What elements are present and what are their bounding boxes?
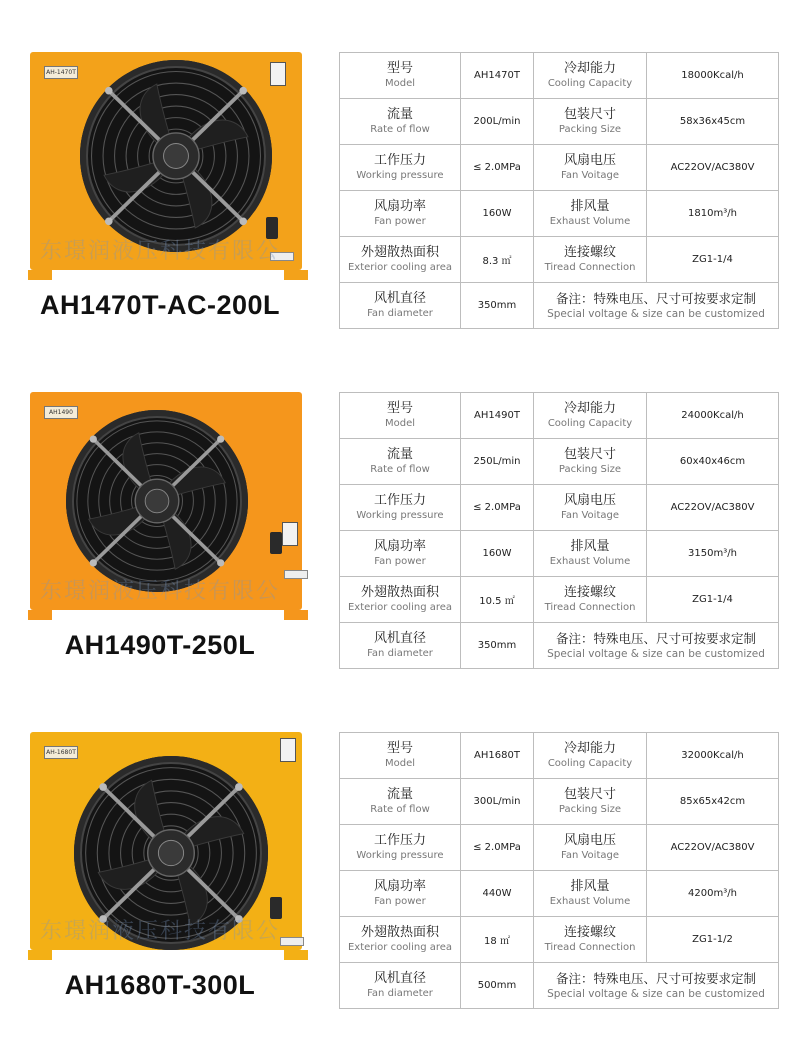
note-en: Special voltage & size can be customized bbox=[547, 648, 765, 660]
table-row bbox=[340, 283, 779, 329]
value-cell: AH1490T bbox=[461, 393, 534, 439]
cooler-housing bbox=[30, 392, 302, 610]
label-cn: 冷却能力 bbox=[563, 740, 616, 756]
value-cell: 350mm bbox=[461, 623, 534, 669]
label-cn: 外翅散热面积 bbox=[360, 584, 439, 600]
label-cell bbox=[340, 871, 461, 917]
label-cn: 风机直径 bbox=[373, 970, 426, 986]
warning-label bbox=[270, 62, 286, 86]
label-en: Packing Size bbox=[558, 123, 622, 135]
spec-table bbox=[339, 732, 779, 1009]
model-tag-label: AH1490 bbox=[44, 406, 78, 419]
label-en: Cooling Capacity bbox=[547, 757, 633, 769]
label-cell bbox=[534, 825, 647, 871]
mounting-foot bbox=[28, 950, 52, 960]
table-row bbox=[340, 779, 779, 825]
label-cell bbox=[534, 531, 647, 577]
value-cell: 58x36x45cm bbox=[647, 99, 779, 145]
fan-guard bbox=[66, 410, 248, 592]
label-en: Tiread Connection bbox=[544, 261, 636, 273]
label-en: Exhaust Volume bbox=[549, 215, 631, 227]
label-cell bbox=[340, 779, 461, 825]
label-cell bbox=[340, 917, 461, 963]
label-en: Working pressure bbox=[356, 169, 444, 181]
label-cell bbox=[340, 963, 461, 1009]
value-cell: 24000Kcal/h bbox=[647, 393, 779, 439]
label-en: Working pressure bbox=[356, 849, 444, 861]
value-cell: 350mm bbox=[461, 283, 534, 329]
value-cell: 1810m³/h bbox=[647, 191, 779, 237]
label-cell bbox=[340, 733, 461, 779]
label-cn: 风扇功率 bbox=[373, 878, 426, 894]
value-cell: 4200m³/h bbox=[647, 871, 779, 917]
value-cell: ≤ 2.0MPa bbox=[461, 145, 534, 191]
note-cn: 备注：特殊电压、尺寸可按要求定制 bbox=[555, 631, 756, 646]
note-cn: 备注：特殊电压、尺寸可按要求定制 bbox=[555, 971, 756, 986]
label-cell bbox=[534, 917, 647, 963]
label-cn: 外翅散热面积 bbox=[360, 924, 439, 940]
label-cn: 排风量 bbox=[570, 878, 610, 894]
label-en: Fan Voitage bbox=[561, 509, 619, 521]
label-cn: 风扇功率 bbox=[373, 538, 426, 554]
fan-guard bbox=[80, 60, 272, 252]
value-cell: 300L/min bbox=[461, 779, 534, 825]
value-cell: ZG1-1/4 bbox=[647, 237, 779, 283]
label-en: Fan diameter bbox=[367, 987, 433, 999]
label-en: Exterior cooling area bbox=[347, 941, 453, 953]
value-cell: AH1680T bbox=[461, 733, 534, 779]
value-cell: 18 ㎡ bbox=[461, 917, 534, 963]
note-en: Special voltage & size can be customized bbox=[547, 308, 765, 320]
label-cell bbox=[340, 191, 461, 237]
table-row bbox=[340, 99, 779, 145]
label-cn: 连接螺纹 bbox=[563, 924, 616, 940]
label-cn: 风扇电压 bbox=[563, 152, 616, 168]
label-en: Fan power bbox=[374, 555, 426, 567]
product-model-title: AH1490T-250L bbox=[64, 630, 256, 660]
label-cn: 工作压力 bbox=[373, 492, 426, 508]
label-cn: 风扇功率 bbox=[373, 198, 426, 214]
value-cell: AC22OV/AC380V bbox=[647, 145, 779, 191]
label-cell bbox=[340, 623, 461, 669]
value-cell: 160W bbox=[461, 531, 534, 577]
value-cell: ≤ 2.0MPa bbox=[461, 825, 534, 871]
label-en: Model bbox=[384, 77, 416, 89]
label-cell bbox=[340, 393, 461, 439]
fan-icon bbox=[66, 410, 248, 592]
label-cell bbox=[340, 531, 461, 577]
label-cell bbox=[534, 393, 647, 439]
table-row bbox=[340, 53, 779, 99]
value-cell: 18000Kcal/h bbox=[647, 53, 779, 99]
label-en: Fan diameter bbox=[367, 307, 433, 319]
mounting-foot bbox=[28, 270, 52, 280]
cooler-housing bbox=[30, 52, 302, 270]
value-cell: 32000Kcal/h bbox=[647, 733, 779, 779]
label-en: Fan power bbox=[374, 215, 426, 227]
label-en: Exhaust Volume bbox=[549, 895, 631, 907]
value-cell: 200L/min bbox=[461, 99, 534, 145]
value-cell: 3150m³/h bbox=[647, 531, 779, 577]
label-en: Model bbox=[384, 757, 416, 769]
watermark-text: 东璟润液压科技有限公 bbox=[40, 579, 281, 604]
product-photo bbox=[28, 50, 308, 280]
label-en: Fan diameter bbox=[367, 647, 433, 659]
junction-box bbox=[270, 532, 282, 554]
label-en: Rate of flow bbox=[370, 123, 430, 135]
label-cell bbox=[340, 53, 461, 99]
table-row bbox=[340, 485, 779, 531]
label-en: Tiread Connection bbox=[544, 601, 636, 613]
table-row bbox=[340, 871, 779, 917]
label-cn: 连接螺纹 bbox=[563, 244, 616, 260]
watermark-text: 东璟润液压科技有限公 bbox=[40, 239, 281, 264]
label-cell bbox=[340, 439, 461, 485]
label-cn: 冷却能力 bbox=[563, 400, 616, 416]
value-cell: 440W bbox=[461, 871, 534, 917]
label-cell bbox=[534, 485, 647, 531]
label-en: Working pressure bbox=[356, 509, 444, 521]
spec-sticker bbox=[280, 937, 304, 946]
label-cn: 风扇电压 bbox=[563, 832, 616, 848]
label-cell bbox=[340, 237, 461, 283]
label-en: Exterior cooling area bbox=[347, 261, 453, 273]
label-cn: 外翅散热面积 bbox=[360, 244, 439, 260]
value-cell: 160W bbox=[461, 191, 534, 237]
label-cell bbox=[534, 53, 647, 99]
label-cn: 排风量 bbox=[570, 198, 610, 214]
table-row bbox=[340, 733, 779, 779]
label-en: Fan Voitage bbox=[561, 849, 619, 861]
label-cn: 包装尺寸 bbox=[563, 106, 616, 122]
mounting-foot bbox=[284, 270, 308, 280]
label-en: Fan Voitage bbox=[561, 169, 619, 181]
label-en: Cooling Capacity bbox=[547, 417, 633, 429]
label-cn: 风机直径 bbox=[373, 290, 426, 306]
table-row bbox=[340, 963, 779, 1009]
value-cell: AC22OV/AC380V bbox=[647, 485, 779, 531]
label-cn: 型号 bbox=[386, 740, 413, 756]
note-cn: 备注：特殊电压、尺寸可按要求定制 bbox=[555, 291, 756, 306]
table-row bbox=[340, 917, 779, 963]
label-cell bbox=[534, 439, 647, 485]
value-cell: 10.5 ㎡ bbox=[461, 577, 534, 623]
mounting-foot bbox=[284, 610, 308, 620]
table-row bbox=[340, 577, 779, 623]
label-cell bbox=[534, 577, 647, 623]
label-cell bbox=[534, 237, 647, 283]
label-cn: 流量 bbox=[386, 106, 413, 122]
value-cell: ≤ 2.0MPa bbox=[461, 485, 534, 531]
product-photo bbox=[28, 730, 308, 960]
table-row bbox=[340, 623, 779, 669]
label-cell bbox=[534, 733, 647, 779]
spec-table bbox=[339, 52, 779, 329]
label-en: Tiread Connection bbox=[544, 941, 636, 953]
label-cn: 型号 bbox=[386, 60, 413, 76]
label-en: Rate of flow bbox=[370, 803, 430, 815]
product-model-title: AH1470T-AC-200L bbox=[39, 290, 281, 320]
label-en: Cooling Capacity bbox=[547, 77, 633, 89]
value-cell: AH1470T bbox=[461, 53, 534, 99]
label-cell bbox=[534, 191, 647, 237]
label-cell bbox=[534, 871, 647, 917]
note-cell bbox=[534, 283, 779, 329]
label-cell bbox=[340, 99, 461, 145]
value-cell: 250L/min bbox=[461, 439, 534, 485]
table-row bbox=[340, 237, 779, 283]
spec-table bbox=[339, 392, 779, 669]
model-tag-label: AH-1680T bbox=[44, 746, 78, 759]
model-tag-label: AH-1470T bbox=[44, 66, 78, 79]
table-row bbox=[340, 531, 779, 577]
value-cell: 500mm bbox=[461, 963, 534, 1009]
warning-label bbox=[280, 738, 296, 762]
label-en: Packing Size bbox=[558, 463, 622, 475]
label-cn: 工作压力 bbox=[373, 832, 426, 848]
value-cell: 85x65x42cm bbox=[647, 779, 779, 825]
label-cell bbox=[534, 99, 647, 145]
label-cell bbox=[534, 779, 647, 825]
fan-icon bbox=[80, 60, 272, 252]
note-cell bbox=[534, 623, 779, 669]
label-en: Rate of flow bbox=[370, 463, 430, 475]
label-cell bbox=[340, 485, 461, 531]
label-cell bbox=[534, 145, 647, 191]
watermark-text: 东璟润液压科技有限公 bbox=[40, 919, 281, 944]
label-cn: 工作压力 bbox=[373, 152, 426, 168]
table-row bbox=[340, 145, 779, 191]
value-cell: AC22OV/AC380V bbox=[647, 825, 779, 871]
cooler-housing bbox=[30, 732, 302, 950]
table-row bbox=[340, 191, 779, 237]
label-cn: 流量 bbox=[386, 446, 413, 462]
table-row bbox=[340, 825, 779, 871]
label-cn: 流量 bbox=[386, 786, 413, 802]
warning-label bbox=[282, 522, 298, 546]
label-en: Packing Size bbox=[558, 803, 622, 815]
label-cn: 冷却能力 bbox=[563, 60, 616, 76]
label-en: Model bbox=[384, 417, 416, 429]
value-cell: 8.3 ㎡ bbox=[461, 237, 534, 283]
label-cell bbox=[340, 577, 461, 623]
mounting-foot bbox=[284, 950, 308, 960]
label-en: Exhaust Volume bbox=[549, 555, 631, 567]
note-en: Special voltage & size can be customized bbox=[547, 988, 765, 1000]
value-cell: ZG1-1/2 bbox=[647, 917, 779, 963]
table-row bbox=[340, 393, 779, 439]
label-en: Fan power bbox=[374, 895, 426, 907]
label-cn: 连接螺纹 bbox=[563, 584, 616, 600]
mounting-foot bbox=[28, 610, 52, 620]
table-row bbox=[340, 439, 779, 485]
product-model-title: AH1680T-300L bbox=[64, 970, 256, 1000]
product-photo bbox=[28, 390, 308, 620]
label-cn: 风扇电压 bbox=[563, 492, 616, 508]
label-en: Exterior cooling area bbox=[347, 601, 453, 613]
label-cell bbox=[340, 825, 461, 871]
value-cell: ZG1-1/4 bbox=[647, 577, 779, 623]
value-cell: 60x40x46cm bbox=[647, 439, 779, 485]
label-cell bbox=[340, 145, 461, 191]
label-cn: 型号 bbox=[386, 400, 413, 416]
note-cell bbox=[534, 963, 779, 1009]
spec-sticker bbox=[284, 570, 308, 579]
label-cn: 包装尺寸 bbox=[563, 446, 616, 462]
label-cell bbox=[340, 283, 461, 329]
label-cn: 排风量 bbox=[570, 538, 610, 554]
label-cn: 包装尺寸 bbox=[563, 786, 616, 802]
label-cn: 风机直径 bbox=[373, 630, 426, 646]
